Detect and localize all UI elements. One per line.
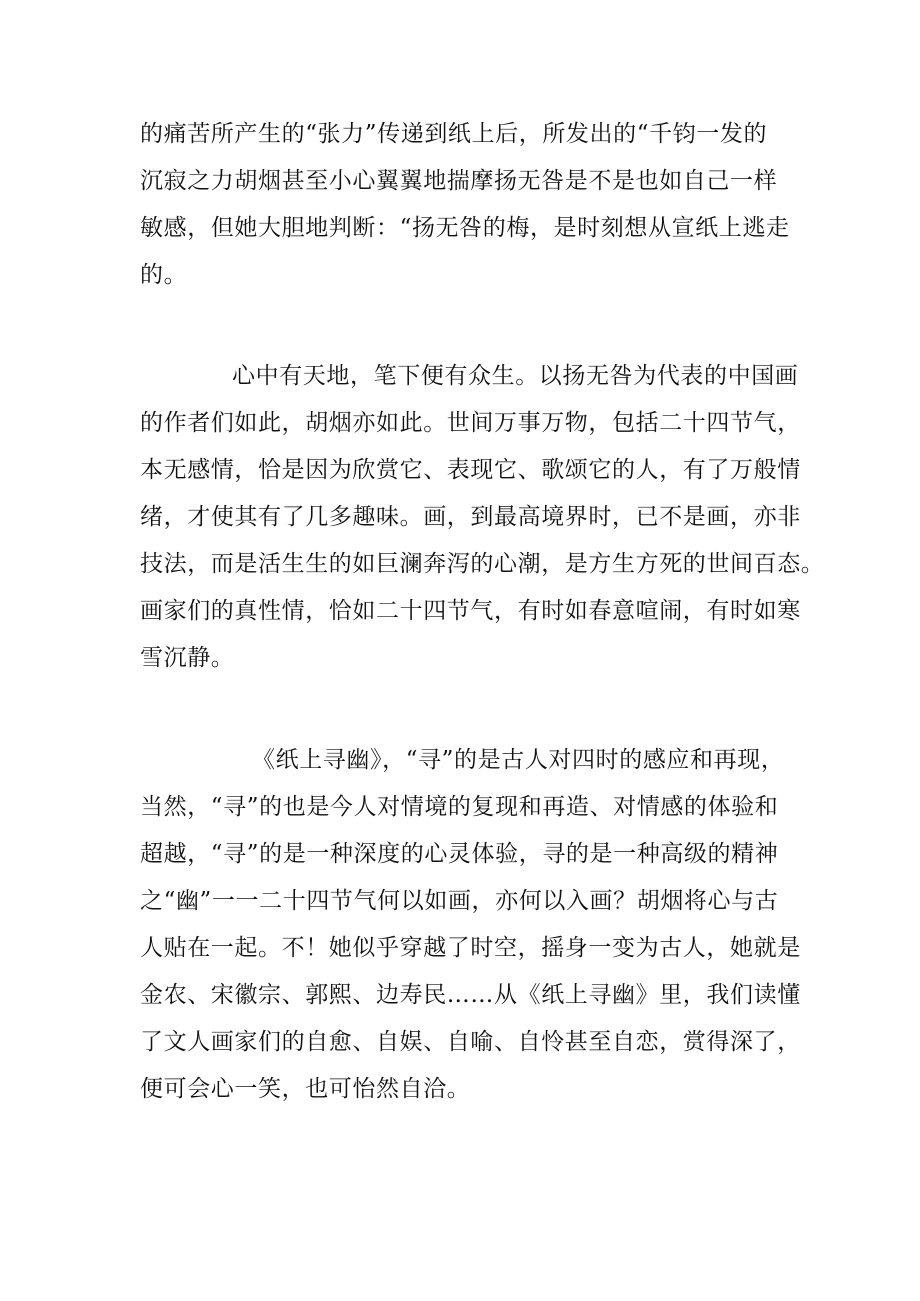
- text-line: 心中有天地，笔下便有众生。以扬无咎为代表的中国画: [232, 363, 799, 389]
- text-line: 雪沉静。: [140, 645, 235, 671]
- paragraph-1: [140, 111, 800, 299]
- text-line: 沉寂之力胡烟甚至小心翼翼地揣摩扬无咎是不是也如自己一样: [140, 168, 778, 194]
- text-line: 绪，才使其有了几多趣味。画，到最高境界时，已不是画，亦非: [140, 504, 801, 530]
- text-line: 技法，而是活生生的如巨澜奔泻的心潮，是方生方死的世间百态。: [140, 551, 825, 577]
- text-line: 之“幽”一一二十四节气何以如画，亦何以入画？胡烟将心与古: [140, 888, 779, 914]
- text-line: 超越，“寻”的是一种深度的心灵体验，寻的是一种高级的精神: [140, 841, 779, 867]
- text-line: 《纸上寻幽》，“寻”的是古人对四时的感应和再现，: [252, 747, 785, 773]
- paragraph-3: [140, 737, 800, 1113]
- text-line: 的作者们如此，胡烟亦如此。世间万事万物，包括二十四节气，: [140, 410, 801, 436]
- text-line: 便可会心一笑，也可怡然自洽。: [140, 1076, 471, 1102]
- paragraph-2: [140, 353, 825, 682]
- text-line: 金农、宋徽宗、郭熙、边寿民……从《纸上寻幽》里，我们读懂: [140, 982, 801, 1008]
- text-line: 本无感情，恰是因为欣赏它、表现它、歌颂它的人，有了万般情: [140, 457, 801, 483]
- text-line: 的痛苦所产生的“张力”传递到纸上后，所发出的“千钧一发的: [140, 121, 768, 147]
- text-line: 的。: [140, 262, 188, 288]
- text-line: 人贴在一起。不！她似乎穿越了时空，摇身一变为古人，她就是: [140, 935, 801, 961]
- text-line: 敏感，但她大胆地判断：“扬无咎的梅，是时刻想从宣纸上逃走: [140, 215, 790, 241]
- text-line: 当然，“寻”的也是今人对情境的复现和再造、对情感的体验和: [140, 794, 779, 820]
- text-line: 了文人画家们的自愈、自娱、自喻、自怜甚至自恋，赏得深了，: [140, 1029, 801, 1055]
- text-line: 画家们的真性情，恰如二十四节气，有时如春意喧闹，有时如寒: [140, 598, 801, 624]
